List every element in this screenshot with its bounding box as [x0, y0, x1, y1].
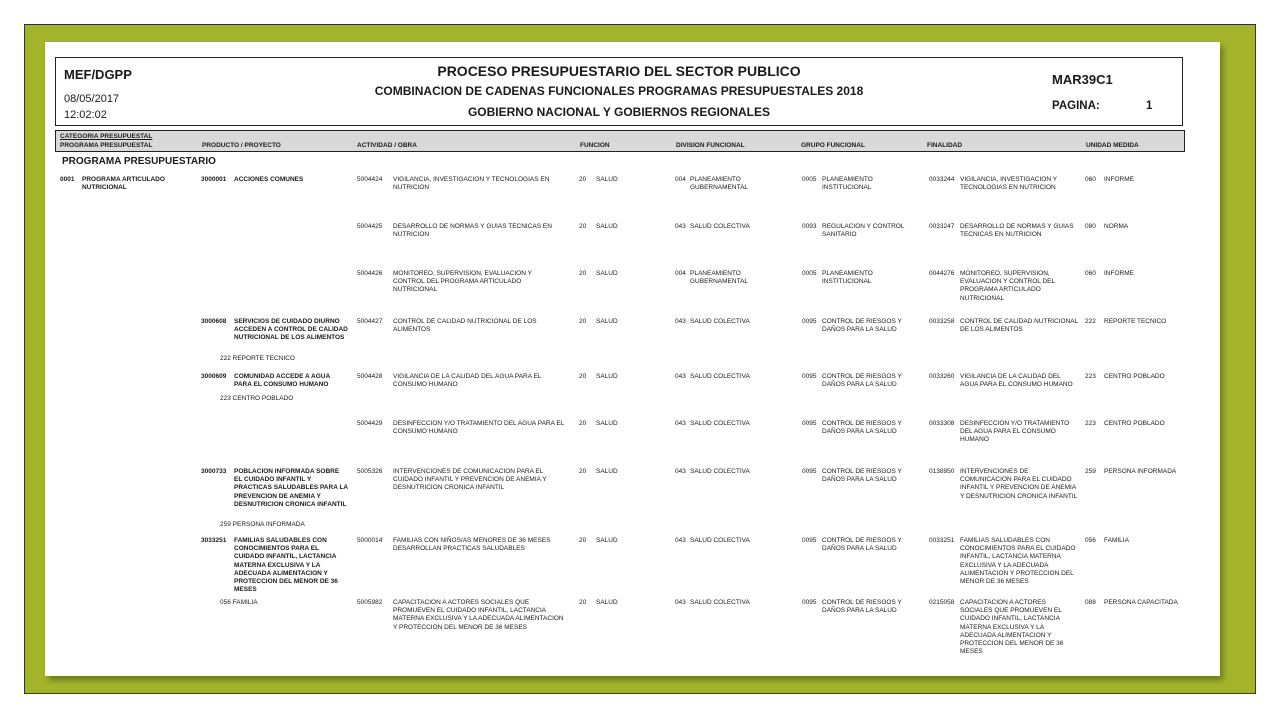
group-code: 0005	[802, 176, 817, 183]
purpose-name: DESINFECCION Y/O TRATAMIENTO DEL AGUA PARA EL CONSUMO HUMANO	[960, 420, 1070, 444]
product-code: 3033251	[201, 537, 227, 544]
group-code: 0095	[802, 373, 817, 380]
division-code: 043	[675, 223, 686, 230]
group-name: PLANEAMIENTO INSTITUCIONAL	[822, 270, 873, 286]
function-name: SALUD	[596, 373, 618, 380]
activity-code: 5004426	[357, 270, 383, 277]
activity-name: CAPACITACION A ACTORES SOCIALES QUE PROMUEVEN EL CUIDADO INFANTIL, LACTANCIA MATERNA EXCLUSIVA Y LA ADECUADA ALIMENTACION Y PROTECCION DEL MENOR DE 36 MESES	[393, 599, 564, 631]
col-division: DIVISION FUNCIONAL	[676, 142, 745, 149]
unit-name: CENTRO POBLADO	[1104, 420, 1165, 427]
report-subtitle: COMBINACION DE CADENAS FUNCIONALES PROGRAMAS PRESUPUESTALES 2018	[374, 84, 864, 98]
product-name: COMUNIDAD ACCEDE A AGUA PARA EL CONSUMO HUMANO	[234, 373, 330, 389]
unit-name: CENTRO POBLADO	[1104, 373, 1165, 380]
activity-name: CONTROL DE CALIDAD NUTRICIONAL DE LOS ALIMENTOS	[393, 318, 537, 334]
function-code: 20	[579, 420, 587, 427]
activity-name: DESINFECCION Y/O TRATAMIENTO DEL AGUA PARA EL CONSUMO HUMANO	[393, 420, 565, 436]
product-unit: 259 PERSONA INFORMADA	[220, 521, 305, 528]
unit-name: FAMILIA	[1104, 537, 1129, 544]
activity-name: VIGILANCIA DE LA CALIDAD DEL AGUA PARA EL CONSUMO HUMANO	[393, 373, 542, 389]
product-code: 3000608	[201, 318, 227, 325]
report-time: 12:02:02	[64, 109, 107, 121]
report-code: MAR39C1	[1052, 72, 1113, 87]
unit-code: 088	[1085, 599, 1096, 606]
group-name: CONTROL DE RIESGOS Y DAÑOS PARA LA SALUD	[822, 420, 902, 436]
product-name: ACCIONES COMUNES	[234, 176, 304, 183]
purpose-name: VIGILANCIA, INVESTIGACION Y TECNOLOGIAS EN NUTRICION	[960, 176, 1057, 192]
report-date: 08/05/2017	[64, 93, 120, 105]
product-unit: 223 CENTRO POBLADO	[220, 395, 294, 402]
activity-name: INTERVENCIONES DE COMUNICACION PARA EL CUIDADO INFANTIL Y PREVENCION DE ANEMIA Y DESNUTRICION CRONICA INFANTIL	[393, 468, 547, 492]
function-name: SALUD	[596, 420, 618, 427]
division-code: 004	[675, 176, 686, 183]
col-programa: PROGRAMA PRESUPUESTAL	[60, 142, 153, 149]
division-name: SALUD COLECTIVA	[690, 420, 750, 427]
activity-code: 5004429	[357, 420, 383, 427]
unit-name: INFORME	[1104, 176, 1134, 183]
program-code: 0001	[60, 176, 75, 183]
product-code: 3000001	[201, 176, 227, 183]
col-categoria: CATEGORIA PRESUPUESTAL	[60, 133, 153, 140]
group-name: CONTROL DE RIESGOS Y DAÑOS PARA LA SALUD	[822, 373, 902, 389]
product-name: SERVICIOS DE CUIDADO DIURNO ACCEDEN A CONTROL DE CALIDAD NUTRICIONAL DE LOS ALIMENTOS	[234, 318, 348, 342]
group-name: CONTROL DE RIESGOS Y DAÑOS PARA LA SALUD	[822, 537, 902, 553]
unit-code: 223	[1085, 420, 1096, 427]
function-code: 20	[579, 318, 587, 325]
unit-code: 259	[1085, 468, 1096, 475]
division-code: 004	[675, 270, 686, 277]
division-code: 043	[675, 420, 686, 427]
unit-code: 223	[1085, 373, 1096, 380]
purpose-name: DESARROLLO DE NORMAS Y GUIAS TECNICAS EN NUTRICION	[960, 223, 1074, 239]
function-code: 20	[579, 223, 587, 230]
purpose-code: 0033244	[929, 176, 955, 183]
purpose-code: 0033260	[929, 373, 955, 380]
purpose-name: CAPACITACION A ACTORES SOCIALES QUE PROMUEVEN EL CUIDADO INFANTIL, LACTANCIA MATERNA EXCLUSIVA Y LA ADECUADA ALIMENTACION Y PROTECCION DEL MENOR DE 36 MESES	[960, 599, 1064, 656]
unit-code: 060	[1085, 176, 1096, 183]
activity-name: MONITOREO, SUPERVISION, EVALUACION Y CONTROL DEL PROGRAMA ARTICULADO NUTRICIONAL	[393, 270, 532, 294]
activity-code: 5004425	[357, 223, 383, 230]
purpose-name: FAMILIAS SALUDABLES CON CONOCIMIENTOS PARA EL CUIDADO INFANTIL, LACTANCIA MATERNA EXCLUSIVA Y LA ADECUADA ALIMENTACION Y PROTECCION DEL MENOR DE 36 MESES	[960, 537, 1076, 586]
purpose-code: 0033308	[929, 420, 955, 427]
function-name: SALUD	[596, 223, 618, 230]
col-finalidad: FINALIDAD	[927, 142, 963, 149]
function-code: 20	[579, 599, 587, 606]
activity-name: VIGILANCIA, INVESTIGACION Y TECNOLOGIAS EN NUTRICION	[393, 176, 550, 192]
group-name: CONTROL DE RIESGOS Y DAÑOS PARA LA SALUD	[822, 468, 902, 484]
activity-code: 5004424	[357, 176, 383, 183]
activity-code: 5005982	[357, 599, 383, 606]
purpose-name: MONITOREO, SUPERVISION, EVALUACION Y CONTROL DEL PROGRAMA ARTICULADO NUTRICIONAL	[960, 270, 1055, 302]
unit-name: INFORME	[1104, 270, 1134, 277]
group-code: 0095	[802, 420, 817, 427]
unit-name: NORMA	[1104, 223, 1129, 230]
page-label: PAGINA:	[1052, 100, 1100, 112]
product-name: FAMILIAS SALUDABLES CON CONOCIMIENTOS PARA EL CUIDADO INFANTIL, LACTANCIA MATERNA EXCLUSIVA Y LA ADECUADA ALIMENTACION Y PROTECCION DEL MENOR DE 36 MESES	[234, 537, 338, 594]
product-code: 3000733	[201, 468, 227, 475]
function-name: SALUD	[596, 468, 618, 475]
division-name: PLANEAMIENTO GUBERNAMENTAL	[690, 176, 749, 192]
function-code: 20	[579, 537, 587, 544]
division-name: SALUD COLECTIVA	[690, 223, 750, 230]
product-name: POBLACION INFORMADA SOBRE EL CUIDADO INFANTIL Y PRACTICAS SALUDABLES PARA LA PREVENCION DE ANEMIA Y DESNUTRICION CRONICA INFANTIL	[234, 468, 348, 508]
function-name: SALUD	[596, 318, 618, 325]
purpose-code: 0033247	[929, 223, 955, 230]
division-code: 043	[675, 373, 686, 380]
function-name: SALUD	[596, 599, 618, 606]
col-unidad: UNIDAD MEDIDA	[1086, 142, 1139, 149]
col-actividad: ACTIVIDAD / OBRA	[357, 142, 417, 149]
col-producto: PRODUCTO / PROYECTO	[202, 142, 281, 149]
activity-code: 5004427	[357, 318, 383, 325]
program-name: PROGRAMA ARTICULADO NUTRICIONAL	[82, 176, 165, 192]
unit-name: REPORTE TECNICO	[1104, 318, 1167, 325]
division-code: 043	[675, 318, 686, 325]
product-unit: 056 FAMILIA	[220, 599, 258, 606]
division-name: SALUD COLECTIVA	[690, 318, 750, 325]
group-name: CONTROL DE RIESGOS Y DAÑOS PARA LA SALUD	[822, 318, 902, 334]
division-name: SALUD COLECTIVA	[690, 599, 750, 606]
purpose-code: 0033251	[929, 537, 955, 544]
col-grupo: GRUPO FUNCIONAL	[801, 142, 865, 149]
unit-name: PERSONA CAPACITADA	[1104, 599, 1178, 606]
function-code: 20	[579, 176, 587, 183]
group-code: 0005	[802, 270, 817, 277]
report-header	[55, 57, 1183, 126]
purpose-code: 0044276	[929, 270, 955, 277]
purpose-code: 0033258	[929, 318, 955, 325]
unit-code: 056	[1085, 537, 1096, 544]
group-code: 0095	[802, 599, 817, 606]
group-code: 0093	[802, 223, 817, 230]
page-number: 1	[1146, 100, 1153, 112]
function-code: 20	[579, 468, 587, 475]
org-name: MEF/DGPP	[64, 67, 132, 82]
division-name: PLANEAMIENTO GUBERNAMENTAL	[690, 270, 749, 286]
unit-code: 060	[1085, 270, 1096, 277]
unit-code: 080	[1085, 223, 1096, 230]
group-code: 0095	[802, 537, 817, 544]
activity-code: 5005326	[357, 468, 383, 475]
group-code: 0095	[802, 318, 817, 325]
purpose-code: 0138950	[929, 468, 955, 475]
function-name: SALUD	[596, 537, 618, 544]
section-title: PROGRAMA PRESUPUESTARIO	[62, 156, 216, 167]
report-title: PROCESO PRESUPUESTARIO DEL SECTOR PUBLICO	[437, 63, 801, 79]
group-name: PLANEAMIENTO INSTITUCIONAL	[822, 176, 873, 192]
activity-code: 5004428	[357, 373, 383, 380]
group-code: 0095	[802, 468, 817, 475]
division-code: 043	[675, 599, 686, 606]
group-name: REGULACION Y CONTROL SANITARIO	[822, 223, 905, 239]
purpose-code: 0215058	[929, 599, 955, 606]
report-scope: GOBIERNO NACIONAL Y GOBIERNOS REGIONALES	[467, 105, 771, 119]
division-name: SALUD COLECTIVA	[690, 537, 750, 544]
function-code: 20	[579, 270, 587, 277]
product-unit: 222 REPORTE TECNICO	[220, 355, 295, 362]
purpose-name: CONTROL DE CALIDAD NUTRICIONAL DE LOS ALIMENTOS	[960, 318, 1078, 334]
col-funcion: FUNCION	[580, 142, 610, 149]
activity-code: 5000014	[357, 537, 383, 544]
division-code: 043	[675, 468, 686, 475]
unit-code: 222	[1085, 318, 1096, 325]
report-page	[45, 42, 1220, 676]
activity-name: FAMILIAS CON NIÑOS/AS MENORES DE 36 MESES DESARROLLAN PRACTICAS SALUDABLES	[393, 537, 551, 553]
product-code: 3000609	[201, 373, 227, 380]
purpose-name: VIGILANCIA DE LA CALIDAD DEL AGUA PARA EL CONSUMO HUMANO	[960, 373, 1073, 389]
division-name: SALUD COLECTIVA	[690, 373, 750, 380]
function-code: 20	[579, 373, 587, 380]
division-code: 043	[675, 537, 686, 544]
division-name: SALUD COLECTIVA	[690, 468, 750, 475]
function-name: SALUD	[596, 270, 618, 277]
function-name: SALUD	[596, 176, 618, 183]
column-header-bar	[55, 130, 1185, 152]
purpose-name: INTERVENCIONES DE COMUNICACION PARA EL CUIDADO INFANTIL Y PREVENCION DE ANEMIA Y DESNUTRICION CRONICA INFANTIL	[960, 468, 1078, 500]
group-name: CONTROL DE RIESGOS Y DAÑOS PARA LA SALUD	[822, 599, 902, 615]
activity-name: DESARROLLO DE NORMAS Y GUIAS TECNICAS EN NUTRICION	[393, 223, 552, 239]
unit-name: PERSONA INFORMADA	[1104, 468, 1177, 475]
